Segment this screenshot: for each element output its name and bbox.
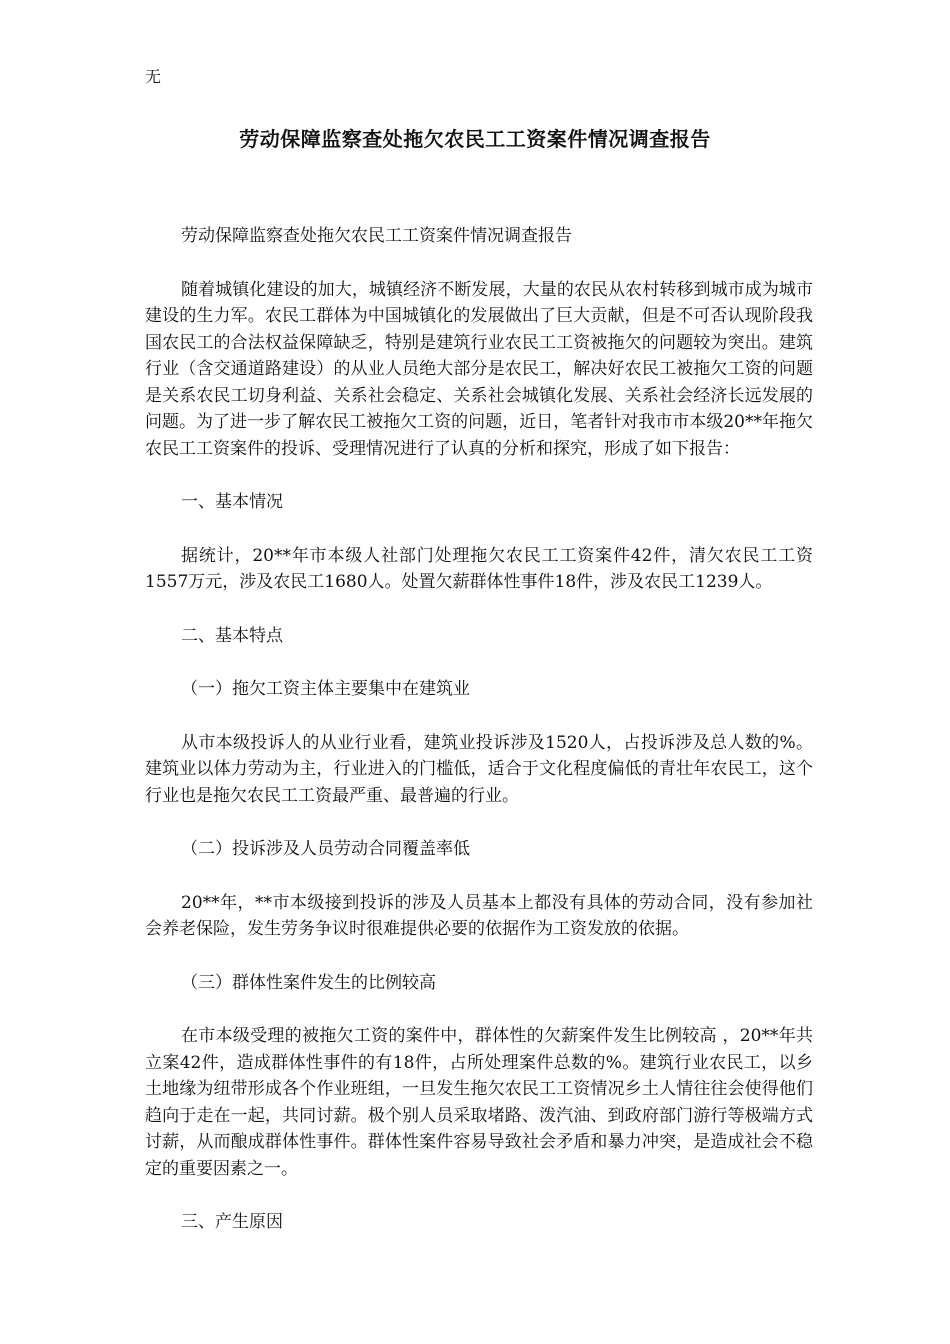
section-heading-causes: 三、产生原因 (181, 1212, 283, 1232)
statistics-paragraph: 据统计，20**年市本级人社部门处理拖欠农民工工资案件42件，清欠农民工工资1557万元，涉及农民工1680人。处置欠薪群体性事件18件，涉及农民工1239人。 (145, 545, 813, 592)
subtitle-paragraph: 劳动保障监察查处拖欠农民工工资案件情况调查报告 (181, 226, 572, 246)
intro-paragraph: 随着城镇化建设的加大，城镇经济不断发展，大量的农民从农村转移到城市成为城市建设的生力军。农民工群体为中国城镇化的发展做出了巨大贡献，但是不可否认现阶段我国农民工的合法权益保障缺乏，特别是建筑行业农民工工资被拖欠的问题较为突出。建筑行业（含交通道路建设）的从业人员绝大部分是农民工，解决好农民工被拖欠工资的问题是关系农民工切身利益、关系社会稳定、关系社会城镇化发展、关系社会经济长远发展的问题。为了进一步了解农民工被拖欠工资的问题，近日，笔者针对我市市本级20**年拖欠农民工工资案件的投诉、受理情况进行了认真的分析和探究，形成了如下报告： (145, 279, 813, 459)
section-heading-basic-situation: 一、基本情况 (181, 492, 283, 512)
construction-paragraph: 从市本级投诉人的从业行业看，建筑业投诉涉及1520人，占投诉涉及总人数的%。建筑业以体力劳动为主，行业进入的门槛低，适合于文化程度偏低的青壮年农民工，这个行业也是拖欠农民工工资最严重、最普遍的行业。 (145, 732, 813, 806)
contracts-paragraph: 20**年，**市本级接到投诉的涉及人员基本上都没有具体的劳动合同，没有参加社会养老保险，发生劳务争议时很难提供必要的依据作为工资发放的依据。 (145, 892, 813, 939)
group-cases-paragraph: 在市本级受理的被拖欠工资的案件中，群体性的欠薪案件发生比例较高 ，20**年共立案42件，造成群体性事件的有18件，占所处理案件总数的%。建筑行业农民工，以乡土地缘为纽带形成各个作业班组，一旦发生拖欠农民工工资情况乡土人情往往会使得他们趋向于走在一起，共同讨薪。极个别人员采取堵路、泼汽油、到政府部门游行等极端方式讨薪，从而酿成群体性事件。群体性案件容易导致社会矛盾和暴力冲突，是造成社会不稳定的重要因素之一。 (145, 1026, 813, 1179)
document-body (145, 223, 813, 1263)
subsection-heading-construction: （一）拖欠工资主体主要集中在建筑业 (181, 679, 470, 699)
subsection-heading-contracts: （二）投诉涉及人员劳动合同覆盖率低 (181, 839, 470, 859)
header-mark: 无 (145, 67, 162, 86)
section-heading-basic-features: 二、基本特点 (181, 625, 283, 646)
subsection-heading-group-cases: （三）群体性案件发生的比例较高 (181, 972, 436, 993)
page-title: 劳动保障监察查处拖欠农民工工资案件情况调查报告 (239, 127, 711, 151)
